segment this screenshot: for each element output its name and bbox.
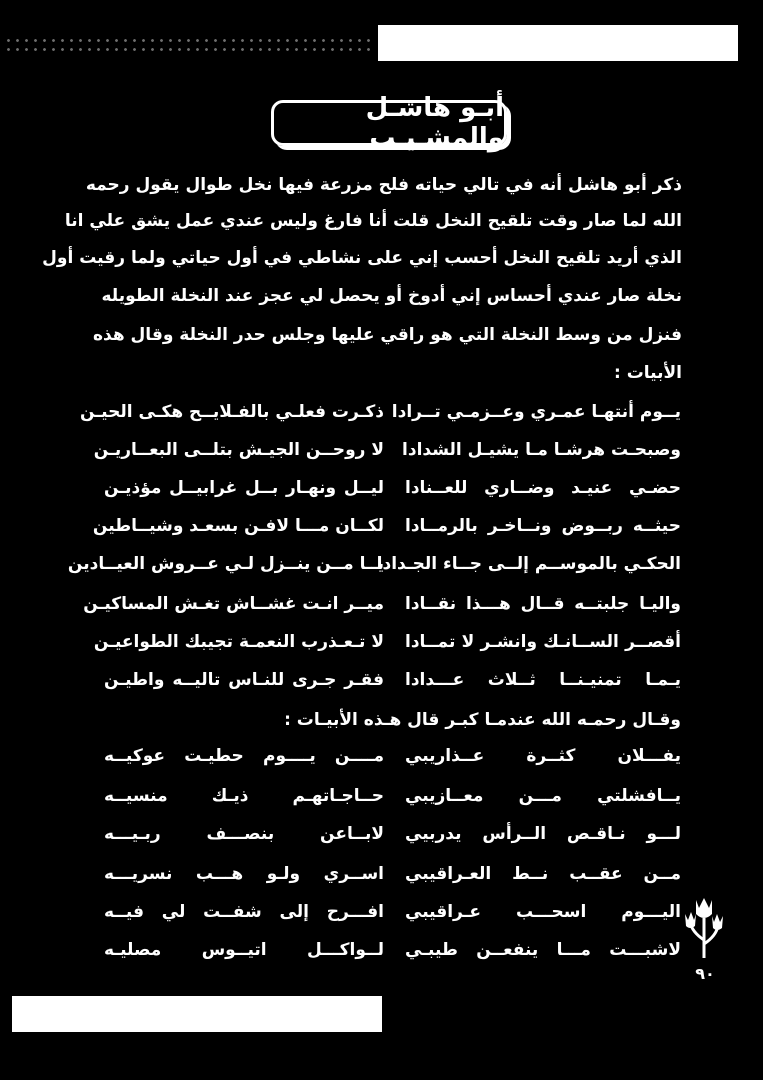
verse-first-hemistich: أقصــر الســانـك وانشـر لا تمــادا xyxy=(405,632,681,652)
page-number: ٩٠ xyxy=(695,964,715,983)
verse-second-hemistich: لكــان مـــا لافـن بسعـد وشيــاطين xyxy=(92,516,384,536)
verse-second-hemistich: يــا مــن ينــزل لـي عــروش العيــادين xyxy=(67,554,384,574)
verse-first-hemistich: مــن عقــب نــط العـراقيبي xyxy=(405,864,681,884)
verse-first-hemistich: يــوم أنتهـا عمـري وعــزمـي تــرادا xyxy=(391,402,681,422)
paragraph-line: الله لما صار وقت تلقيح النخل قلت أنا فارغ وليس عندي عمل يشق علي انا xyxy=(64,211,682,231)
verse-second-hemistich: لا روحــن الجيـش بتلــى البعــاريـن xyxy=(93,440,384,460)
verse-second-hemistich: فقـر جـرى للنـاس تاليــه واطيـن xyxy=(104,670,384,690)
header-pattern xyxy=(4,36,376,54)
paragraph-line: الأبيات : xyxy=(614,363,682,383)
verse-second-hemistich: لــواكـــل اتيــوس مصليـه xyxy=(104,940,384,960)
verse-second-hemistich: ميــر انـت غشــاش تغـش المساكيـن xyxy=(83,594,384,614)
verse-second-hemistich: مــــن يــــوم حطيـت عوكيــه xyxy=(104,746,384,766)
verse-second-hemistich: حــاجـاتهـم ذيـك منسيــه xyxy=(104,786,384,806)
verse-second-hemistich: لابــاعن بنصـــف ربـيـــه xyxy=(104,824,384,844)
verse-second-hemistich: لا تـعـذرب النعمـة تجيبك الطواعيـن xyxy=(93,632,384,652)
verse-first-hemistich: الحكـي بالموســم إلــى جــاء الجـدادا xyxy=(376,554,681,574)
verse-first-hemistich: يـمـا تمنيـنــا ثــلاث عـــدادا xyxy=(405,670,681,690)
verse-second-hemistich: ليــل ونهـار بــل غرابيــل مؤذيـن xyxy=(104,478,384,498)
verse-first-hemistich: لـــو نـاقـص الــرأس يدربيي xyxy=(405,824,681,844)
verse-second-hemistich: افـــرح إلى شفــت لي فيــه xyxy=(104,902,384,922)
verse-first-hemistich: وصبحـت هرشـا مـا يشيـل الشدادا xyxy=(402,440,681,460)
tulip-icon xyxy=(684,892,724,960)
verse-first-hemistich: حيثــه ربــوض ونــاخـر بالرمــادا xyxy=(405,516,681,536)
verse-first-hemistich: حضـي عنيـد وضــاري للعــنادا xyxy=(405,478,681,498)
paragraph-line: نخلة صار عندي أحساس إني أدوخ أو يحصل لي عجز عند النخلة الطويله xyxy=(101,286,682,306)
paragraph-line: ذكر أبو هاشل أنه في تالي حياته فلح مزرعة فيها نخل طوال يقول رحمه xyxy=(85,175,682,195)
verse-first-hemistich: اليـــوم اسحـــب عـراقيبي xyxy=(405,902,681,922)
verse-first-hemistich: لاشبـــت مـــا ينفعــن طيبـي xyxy=(405,940,681,960)
footer-bar xyxy=(12,996,382,1032)
verse-second-hemistich: اســري ولـو هـــب نسريـــه xyxy=(104,864,384,884)
paragraph-line: الذي أريد تلقيح النخل أحسب إني على نشاطي في أول حياتي ولما رقيت أول xyxy=(42,248,682,268)
verse-first-hemistich: يــافشلتي مـــن معــازيبي xyxy=(405,786,681,806)
second-intro: وقـال رحمـه الله عندمـا كبـر قال هـذه الأبيـات : xyxy=(284,710,681,730)
paragraph-line: فنزل من وسط النخلة التي هو راقي عليها وجلس حدر النخلة وقال هذه xyxy=(93,325,682,345)
header-bar xyxy=(378,25,738,61)
page-title: أبـو هاشـل والمشـيـب xyxy=(271,100,507,146)
verse-first-hemistich: يفـــلان كثــرة عــذاريبي xyxy=(405,746,681,766)
verse-second-hemistich: ذكـرت فعلـي بالفـلايــح هكـى الحيـن xyxy=(80,402,384,422)
verse-first-hemistich: واليـا جلبتــه قــال هـــذا نقــادا xyxy=(405,594,681,614)
